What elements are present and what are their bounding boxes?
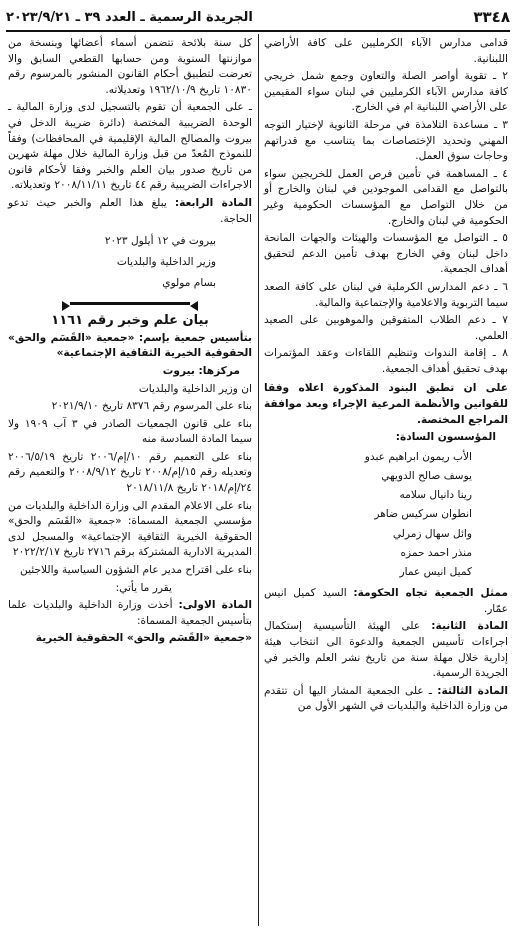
- notice-article-1: [8, 598, 252, 629]
- signature-name: بسام مولوي: [162, 277, 216, 290]
- section-separator: [70, 302, 190, 305]
- article-2-text: على الهيئة التأسيسية إستكمال اجراءات تأسيس الجمعية والدعوة الى انتخاب هيئة إدارية خلال مهلة سنة من تاريخ نشر العلم والخبر في الجريدة الرسمية.: [264, 620, 508, 680]
- column-divider: [258, 34, 259, 926]
- objective-paragraph: ٦ ـ دعم المدارس الكرملية في لبنان على كافة الصعد سيما التربوية والاعلامية والإجتماعية والمالية.: [264, 280, 508, 309]
- founders-heading: المؤسسون السادة:: [395, 431, 496, 444]
- article-3: [264, 684, 508, 715]
- left-paragraph: كل سنة بلائحة تتضمن أسماء أعضائها وبنسخة من موازنتها السنوية ومن حسابها القطعي السابق والا تعرضت لتطبيق أحكام القانون المنشور بالمرسوم رقم ١٠٨٣٠ تاريخ ١٩٦٢/١٠/٩ وتعديلاته.: [8, 37, 252, 96]
- objective-paragraph: ٤ ـ المساهمة في تأمين فرص العمل للخريجين سواء بالتواصل مع القدامى الموجودين في لبنان والخارج أو من خلال التواصل مع المؤسسات الحكومية وغير الحكومية في لبنان والخارج.: [264, 167, 508, 227]
- objective-paragraph: ٨ ـ إقامة الندوات وتنظيم اللقاءات وعقد المؤتمرات بهدف تحقيق أهداف الجمعية.: [264, 347, 508, 375]
- article-4-text: يبلغ هذا العلم والخبر حيث تدعو الحاجة.: [8, 196, 252, 225]
- notice-clause: بناء على الاعلام المقدم الى وزارة الداخلية والبلديات من مؤسسي الجمعية المسماة: «جمعية «القَسَم والحق» الحقوقية الخيرية الثقافية الإجتماعية» والمسجل لدى المديرية الادارية المشتركة برقم ٢٧١٦ تاريخ ٢٠٢٢/٢/١٧: [8, 499, 252, 559]
- gazette-issue-title: الجريدة الرسمية ـ العدد ٣٩ ـ ٢٠٢٣/٩/٢١: [6, 9, 253, 25]
- founder-name: كميل انيس عمار: [399, 566, 472, 579]
- representative-text: السيد كميل انيس عمّار.: [264, 587, 508, 615]
- notice-headquarters: مركزها: بيروت: [162, 364, 240, 377]
- notice-subtitle: بتأسيس جمعية بإسم: «جمعية «القَسَم والحق» الحقوقية الخيرية الثقافية الإجتماعية»: [8, 331, 252, 360]
- founders-list: [264, 448, 508, 582]
- notice-clause: بناء على اقتراح مدير عام الشؤون السياسية واللاجئين: [20, 564, 252, 577]
- article-4-label: المادة الرابعة:: [174, 196, 252, 209]
- objective-paragraph: ٧ ـ دعم الطلاب المتفوقين والموهوبين على الصعيد العلمي.: [264, 314, 508, 342]
- article-4: [8, 196, 252, 227]
- founder-name: وائل سهال زمرلي: [392, 527, 472, 540]
- notice-clause: بناء على التعميم رقم ١٠/إم/٢٠٠٦ تاريخ ٢٠٠٦/٥/١٩ وتعديله رقم ١٥/إم/٢٠٠٨ تاريخ ٢٠٠٨/٩/١٢ والتعميم رقم ٢٤/إم/٢٠١٨ تاريخ ٢٠١٨/١١/٨: [8, 450, 252, 495]
- page-header: [6, 6, 510, 28]
- notice-article-1-label: المادة الاولى:: [178, 599, 252, 612]
- notice-article-1-text: أخذت وزارة الداخلية والبلديات علما بتأسيس الجمعية المسماة:: [8, 599, 252, 627]
- founder-name: الأب ريمون ابراهيم عبدو: [364, 450, 472, 463]
- notice-title: بيان علم وخبر رقم ١١٦١: [51, 313, 209, 329]
- objective-paragraph: ٣ ـ مساعدة التلامذة في مرحلة الثانوية لإختيار التوجه المهني وتحديد الإختصاصات بما يتناسب مع قدراتهم وحاجات سوق العمل.: [264, 118, 508, 163]
- notice-clause: بناء على المرسوم رقم ٨٣٧٦ تاريخ ٢٠٢١/٩/١٠: [51, 400, 252, 413]
- representative-paragraph: [264, 586, 508, 617]
- header-rule: [6, 30, 510, 32]
- notice-last-line: «جمعية «القَسَم والحق» الحقوقية الخيرية: [35, 632, 252, 645]
- signature-block: [8, 231, 252, 294]
- founder-name: رينا دانيال سلامه: [399, 489, 472, 502]
- article-3-text: ـ على الجمعية المشار اليها أن تتقدم من وزارة الداخلية والبلديات في الشهر الأول من: [264, 684, 508, 713]
- right-column: [264, 36, 508, 717]
- compliance-paragraph: على ان تطبق البنود المذكورة اعلاه وفقا للقوانين والأنظمة المرعية الإجراء وبعد موافقة المراجع المختصة.: [264, 382, 508, 426]
- notice-clause: بناء على قانون الجمعيات الصادر في ٣ آب ١٩٠٩ ولا سيما المادة السادسة منه: [8, 417, 252, 446]
- founder-name: انطوان سركيس ضاهر: [374, 508, 472, 521]
- signature-title: وزير الداخلية والبلديات: [116, 256, 216, 269]
- page-number: ٣٣٤٨: [473, 8, 510, 26]
- representative-label: ممثل الجمعية تجاه الحكومة:: [353, 587, 508, 600]
- founder-name: منذر احمد حمزه: [400, 546, 472, 559]
- article-2-label: المادة الثانية:: [431, 620, 508, 633]
- signature-place-date: بيروت في ١٢ أيلول ٢٠٢٣: [104, 235, 216, 248]
- article-2: [264, 619, 508, 681]
- left-column: [8, 36, 252, 649]
- left-paragraph: ـ على الجمعية أن تقوم بالتسجيل لدى وزارة المالية ـ الوحدة الضريبية المختصة (دائرة ضريبة الدخل في بيروت والمصالح المالية الإقليمية في المحافظات) وفقاً للنموذج المُعدّ من قبل وزارة المالية خلال مهلة شهرين من تاريخ صدور بيان العلم والخبر وفقا لأحكام قانون الاجراءات الضريبية رقم ٤٤ تاريخ ٢٠٠٨/١١/١١ وتعديلاته.: [8, 101, 252, 192]
- article-3-label: المادة الثالثة:: [437, 684, 508, 697]
- objective-paragraph: ٢ ـ تقوية أواصر الصلة والتعاون وجمع شمل خريجي كافة مدارس الآباء الكرمليين في لبنان سواء المقيمين على الأراضي اللبنانية ام في الخارج.: [264, 70, 508, 114]
- objective-paragraph: قدامى مدارس الآباء الكرمليين على كافة الأراضي اللبنانية.: [264, 37, 508, 65]
- objective-paragraph: ٥ ـ التواصل مع المؤسسات والهيئات والجهات المانحة داخل لبنان وفي الخارج بهدف تأمين الدعم لتحقيق أهداف الجمعية.: [264, 232, 508, 276]
- founder-name: يوسف صالح الدويهي: [381, 470, 472, 483]
- notice-intro: ان وزير الداخلية والبلديات: [138, 382, 252, 395]
- notice-decides: يقرر ما يأتي:: [115, 581, 172, 594]
